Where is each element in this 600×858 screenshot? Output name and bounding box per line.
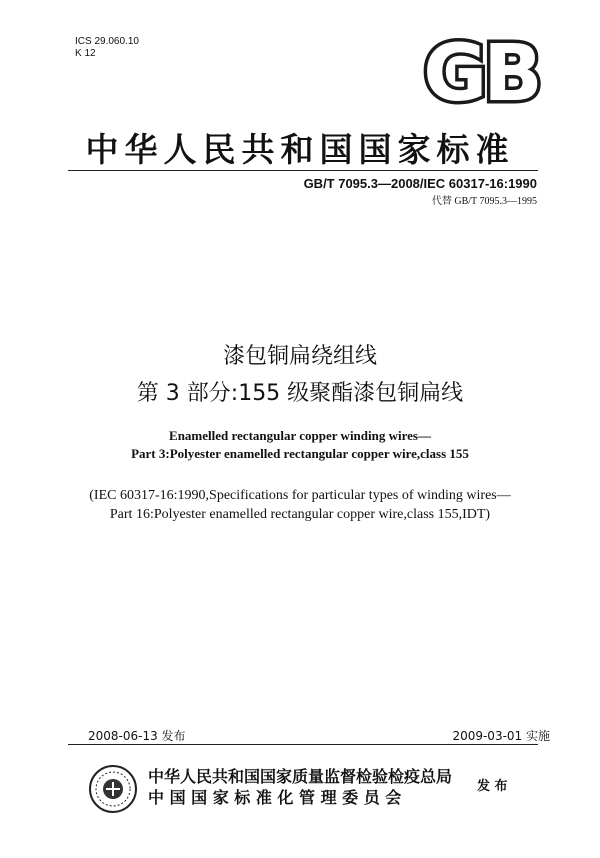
replaces-note: 代替 GB/T 7095.3—1995 xyxy=(431,196,537,207)
cn-title-line1: 漆包铜扁绕组线 xyxy=(222,344,377,369)
gb-logo xyxy=(410,32,552,110)
category-code: K 12 xyxy=(75,48,96,59)
svg-text:GB: GB xyxy=(423,32,539,110)
en-title-line2: Part 3:Polyester enamelled rectangular copper wire,class 155 xyxy=(131,446,469,461)
issue-label: 发 布 xyxy=(477,779,508,794)
standard-number: GB/T 7095.3—2008/IEC 60317-16:1990 xyxy=(303,176,537,191)
issuer-seal-icon xyxy=(88,764,138,814)
issuer-sac: 中 国 国 家 标 准 化 管 理 委 员 会 xyxy=(148,788,402,807)
iec-reference-line2: Part 16:Polyester enamelled rectangular copper wire,class 155,IDT) xyxy=(109,507,491,522)
bottom-divider xyxy=(68,744,538,745)
publish-date: 2008-06-13 发布 xyxy=(88,729,186,743)
document-type-title: 中华人民共和国国家标准 xyxy=(85,130,515,169)
en-title-line1: Enamelled rectangular copper winding wires— xyxy=(169,428,431,443)
iec-reference-line1: (IEC 60317-16:1990,Specifications for particular types of winding wires— xyxy=(89,488,511,503)
issuer-aqsiq: 中华人民共和国国家质量监督检验检疫总局 xyxy=(148,767,453,786)
cn-title-line2: 第 3 部分:155 级聚酯漆包铜扁线 xyxy=(136,381,464,406)
ics-code: ICS 29.060.10 xyxy=(75,36,139,47)
top-divider xyxy=(68,170,538,171)
ics-code-block xyxy=(75,36,139,60)
implement-date: 2009-03-01 实施 xyxy=(452,729,550,743)
